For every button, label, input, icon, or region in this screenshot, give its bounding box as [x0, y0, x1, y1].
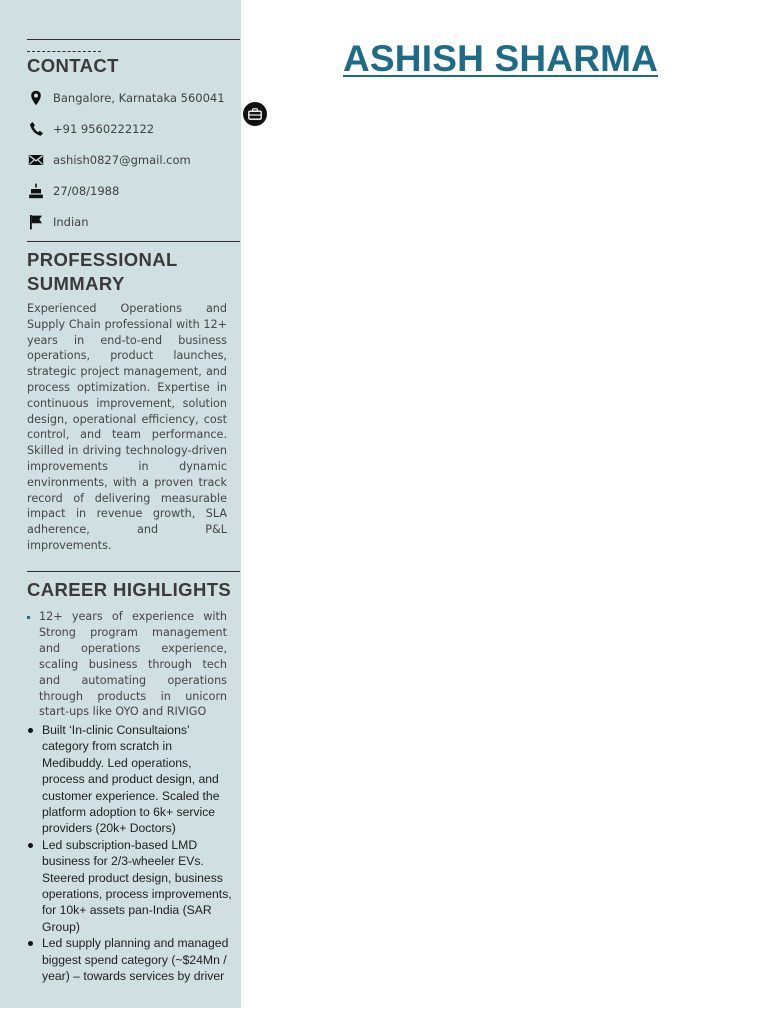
contact-location [27, 88, 225, 108]
highlight-item-first [27, 609, 227, 720]
highlight-text: 12+ years of experience with Strong program management and operations experience, scaling business through tech and automating operations through products in unicorn start-ups like OYO and RIVIGO [39, 610, 227, 719]
contact-email-address: ashish0827@gmail.com [53, 153, 191, 167]
highlight-item: Led supply planning and managed biggest spend category (~$24Mn / year) – towards services by driver [27, 935, 237, 984]
contact-address: Bangalore, Karnataka 560041 [53, 91, 225, 105]
divider [27, 39, 240, 40]
highlights-list [27, 722, 237, 985]
contact-nationality-text: Indian [53, 215, 89, 229]
highlights-heading: CAREER HIGHLIGHTS [27, 579, 232, 600]
candidate-name: ASHISH SHARMA [343, 38, 659, 79]
dashed-divider [27, 51, 101, 52]
location-pin-icon [27, 90, 44, 107]
summary-heading-line1: PROFESSIONAL [27, 249, 178, 270]
square-bullet-icon [27, 616, 30, 619]
sidebar [0, 0, 241, 1008]
highlight-item: Built ‘In-clinic Consultaions’ category from scratch in Medibuddy. Led operations, process and product design, and customer experience. Scaled the platform adoption to 6k+ service providers (20k+ Doctors) [27, 722, 237, 837]
flag-icon [27, 214, 44, 231]
contact-nationality [27, 212, 89, 232]
contact-heading: CONTACT [27, 55, 119, 76]
highlight-item: Led subscription-based LMD business for 2/3-wheeler EVs. Steered product design, business operations, process improvements, for 10k+ assets pan-India (SAR Group) [27, 837, 237, 935]
divider [27, 241, 240, 242]
summary-heading-line2: SUMMARY [27, 273, 125, 294]
contact-email [27, 150, 191, 170]
birthday-cake-icon [27, 183, 44, 200]
contact-birthdate [27, 181, 119, 201]
divider [27, 571, 240, 572]
contact-phone-number: +91 9560222122 [53, 122, 155, 136]
contact-dob: 27/08/1988 [53, 184, 120, 198]
summary-text: Experienced Operations and Supply Chain professional with 12+ years in end-to-end business operations, product launches, strategic project management, and process optimization. Expertise in continuous improvement, solution design, operational efficiency, cost control, and team performance. Skilled in driving technology-driven improvements in dynamic environments, with a proven track record of delivering measurable impact in revenue growth, SLA adherence, and P&L improvements. [27, 302, 227, 552]
contact-phone [27, 119, 154, 139]
email-icon [27, 152, 44, 169]
phone-icon [27, 121, 44, 138]
briefcase-icon [243, 102, 267, 126]
